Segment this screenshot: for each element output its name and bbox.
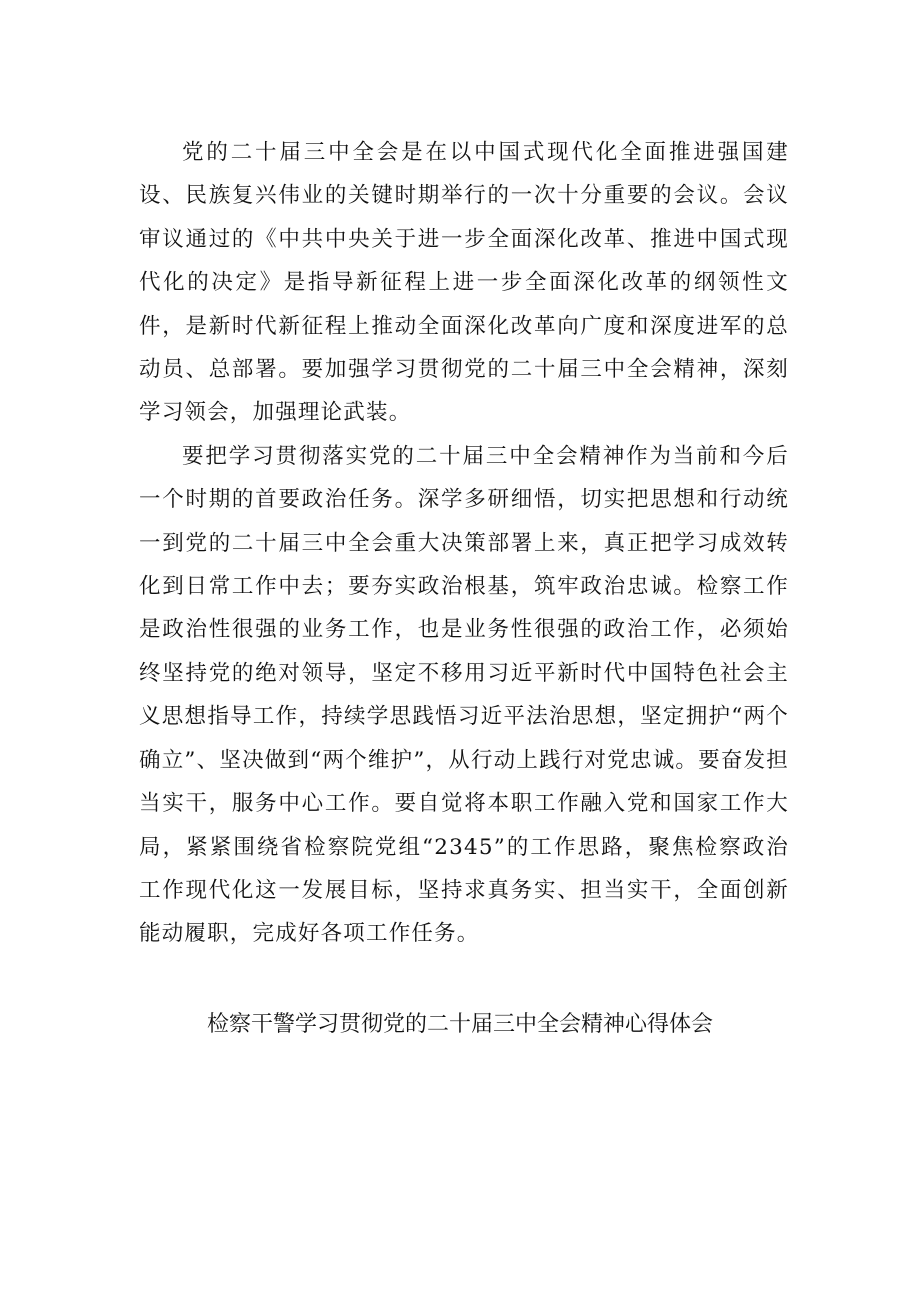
paragraph-2: 要把学习贯彻落实党的二十届三中全会精神作为当前和今后一个时期的首要政治任务。深学多研细悟，切实把思想和行动统一到党的二十届三中全会重大决策部署上来，真正把学习成效转化到日常工作中去；要夯实政治根基，筑牢政治忠诚。检察工作是政治性很强的业务工作，也是业务性很强的政治工作，必须始终坚持党的绝对领导，坚定不移用习近平新时代中国特色社会主义思想指导工作，持续学思践悟习近平法治思想，坚定拥护“两个确立”、坚决做到“两个维护”，从行动上践行对党忠诚。要奋发担当实干，服务中心工作。要自觉将本职工作融入党和国家工作大局，紧紧围绕省检察院党组“2345”的工作思路，聚焦检察政治工作现代化这一发展目标，坚持求真务实、担当实干，全面创新能动履职，完成好各项工作任务。 [139,443,789,947]
next-article-title: 检察干警学习贯彻党的二十届三中全会精神心得体会 [206,1012,713,1037]
paragraph-1: 党的二十届三中全会是在以中国式现代化全面推进强国建设、民族复兴伟业的关键时期举行的一次十分重要的会议。会议审议通过的《中共中央关于进一步全面深化改革、推进中国式现代化的决定》是指导新征程上进一步全面深化改革的纲领性文件，是新时代新征程上推动全面深化改革向广度和深度进军的总动员、总部署。要加强学习贯彻党的二十届三中全会精神，深刻学习领会，加强理论武装。 [139,140,789,426]
article-body [139,131,789,956]
